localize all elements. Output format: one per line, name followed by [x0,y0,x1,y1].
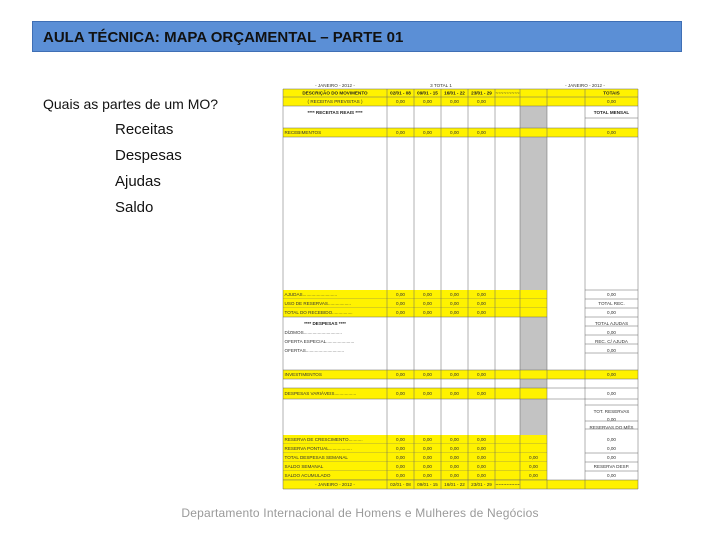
slide-title-bar [32,21,682,52]
bottom-row-0-right: 0,00 [607,437,616,443]
header-total-mid: 3 TOTAL 1 [430,83,452,88]
column-header-blank: ~~~~~~~~~ [495,90,520,96]
investimentos-value-1: 0,00 [423,372,432,377]
desp-static-right-1: REC. C/ AJUDA [595,339,628,344]
parts-list [115,117,182,221]
footer-text: Departamento Internacional de Homens e Mulheres de Negócios [181,506,539,520]
footer-row-week-3: 23/01 - 29 [471,482,492,487]
bottom-row-2-right: 0,00 [607,455,616,461]
bottom-row-0-value-3: 0,00 [477,437,486,443]
rec-prev-value-3: 0,00 [477,99,486,104]
bottom-row-4-value-1: 0,00 [423,473,432,479]
question-text: Quais as partes de um MO? [43,96,219,112]
footer-row-week-2: 16/01 - 22 [444,482,465,487]
rec-row-value-2: 0,00 [450,130,459,135]
bottom-row-1-value-3: 0,00 [477,446,486,452]
bottom-row-3-right: RESERVA DESP. [593,464,630,470]
bottom-row-0-label: RESERVA DE CRESCIMENTO........... [284,437,363,443]
gray-column [520,89,547,482]
bottom-row-4-extra: 0,00 [529,473,538,479]
bottom-row-0-value-1: 0,00 [423,437,432,443]
rec-row-label: RECEBIMENTOS [284,130,322,135]
desp-variaveis-value-2: 0,00 [450,391,459,396]
header-month-left: - JANEIRO - 2012 - [315,83,355,88]
desp-variaveis-total: 0,00 [607,391,616,396]
footer-row-week-1: 09/01 - 15 [417,482,438,487]
column-header-week-1: 09/01 - 15 [417,90,438,96]
ajuda-row-0-value-2: 0,00 [450,292,459,298]
desp-static-label-1: OFERTA ESPECIAL...................... [284,339,355,344]
desp-variaveis-value-0: 0,00 [396,391,405,396]
ajuda-row-1-value-1: 0,00 [423,301,432,307]
part-item-receitas: Receitas [115,121,174,138]
desp-variaveis-label: DESPESAS VARIÁVEIS................. [284,391,357,396]
column-header-week-0: 02/01 - 08 [390,90,411,96]
bottom-row-1-label: RESERVA PONTUAL.................. [284,446,352,452]
rec-row-total: 0,00 [607,130,616,135]
ajuda-row-1-value-2: 0,00 [450,301,459,307]
bottom-row-1-value-2: 0,00 [450,446,459,452]
ajuda-row-2-value-2: 0,00 [450,310,459,316]
bottom-row-2-value-2: 0,00 [450,455,459,461]
rec-header-label: **** RECEITAS REAIS **** [307,110,363,115]
bottom-row-4-value-0: 0,00 [396,473,405,479]
ajuda-row-2-right: 0,00 [607,310,616,316]
column-header-week-2: 16/01 - 22 [444,90,465,96]
bottom-row-1-value-0: 0,00 [396,446,405,452]
desp-static-right-0: 0,00 [607,330,616,335]
bottom-row-3-extra: 0,00 [529,464,538,470]
rec-row-value-3: 0,00 [477,130,486,135]
bottom-row-3-value-2: 0,00 [450,464,459,470]
ajuda-row-2-value-0: 0,00 [396,310,405,316]
investimentos-value-2: 0,00 [450,372,459,377]
rec-prev-value-2: 0,00 [450,99,459,104]
desp-static-label-0: DÍZIMOS.............................. [284,330,342,335]
desp-static-label-2: OFERTAS.............................. [284,348,345,353]
rec-header-right: TOTAL MENSAL [593,110,630,115]
ajuda-row-0-value-1: 0,00 [423,292,432,298]
bottom-row-4-label: SALDO ACUMULADO [284,473,331,479]
ajuda-row-0-label: AJUDAS........................... [284,292,338,298]
bottom-row-4-value-2: 0,00 [450,473,459,479]
column-header-total: TOTAIS [603,90,620,96]
desp-variaveis-value-3: 0,00 [477,391,486,396]
bottom-row-3-value-3: 0,00 [477,464,486,470]
ajuda-row-1-right: TOTAL REC. [598,301,625,307]
footer-row-label: - JANEIRO - 2012 - [315,482,355,487]
bottom-row-0-value-2: 0,00 [450,437,459,443]
ajuda-row-1-label: USO DE RESERVAS.................. [284,301,351,307]
investimentos-value-3: 0,00 [477,372,486,377]
desp-header-right: TOTAL AJUDAS [594,321,629,326]
column-header-desc: DESCRIÇÃO DO MOVIMENTO [302,90,368,96]
investimentos-label: INVESTIMENTOS [284,372,322,377]
bottom-row-2-value-1: 0,00 [423,455,432,461]
desp-static-right-2: 0,00 [607,348,616,353]
bottom-row-2-value-3: 0,00 [477,455,486,461]
rec-row-value-1: 0,00 [423,130,432,135]
bottom-row-3-value-1: 0,00 [423,464,432,470]
bottom-row-2-label: TOTAL DESPESAS SEMANAL [284,455,348,461]
bottom-row-1-right: 0,00 [607,446,616,452]
desp-header-label: **** DESPESAS **** [304,321,346,326]
column-header-week-3: 23/01 - 29 [471,90,492,96]
rec-prev-label: ( RECEITAS PREVISTAS ) [307,99,363,104]
investimentos-value-0: 0,00 [396,372,405,377]
right-label-2: RESERVAS DO MÊS [589,425,634,430]
right-label-0: TOT. RESERVAS [593,409,630,414]
bottom-row-3-label: SALDO SEMANAL [284,464,324,470]
ajuda-row-0-right: 0,00 [607,292,616,298]
part-item-ajudas: Ajudas [115,173,161,190]
desp-variaveis-value-1: 0,00 [423,391,432,396]
ajuda-row-1-value-3: 0,00 [477,301,486,307]
rec-prev-value-1: 0,00 [423,99,432,104]
bottom-row-0-value-0: 0,00 [396,437,405,443]
bottom-row-2-value-0: 0,00 [396,455,405,461]
rec-prev-value-0: 0,00 [396,99,405,104]
ajuda-row-1-value-0: 0,00 [396,301,405,307]
right-label-1: 0,00 [607,417,616,422]
slide-title: AULA TÉCNICA: MAPA ORÇAMENTAL – PARTE 01 [43,29,404,46]
ajuda-row-2-value-3: 0,00 [477,310,486,316]
ajuda-row-2-label: TOTAL DO RECEBIDO................ [284,310,353,316]
part-item-saldo: Saldo [115,199,154,216]
bottom-row-4-value-3: 0,00 [477,473,486,479]
footer-row-week-0: 02/01 - 08 [390,482,411,487]
bottom-row-2-extra: 0,00 [529,455,538,461]
budget-spreadsheet [280,80,642,490]
ajuda-row-0-value-3: 0,00 [477,292,486,298]
header-month-right: - JANEIRO - 2012 - [565,83,605,88]
ajuda-row-0-value-0: 0,00 [396,292,405,298]
bottom-row-4-right: 0,00 [607,473,616,479]
bottom-row-1-value-1: 0,00 [423,446,432,452]
investimentos-total: 0,00 [607,372,616,377]
rec-row-value-0: 0,00 [396,130,405,135]
footer-row-blank: ~~~~~~~~~ [495,482,520,487]
part-item-despesas: Despesas [115,147,182,164]
rec-prev-total: 0,00 [607,99,616,104]
bottom-row-3-value-0: 0,00 [396,464,405,470]
ajuda-row-2-value-1: 0,00 [423,310,432,316]
